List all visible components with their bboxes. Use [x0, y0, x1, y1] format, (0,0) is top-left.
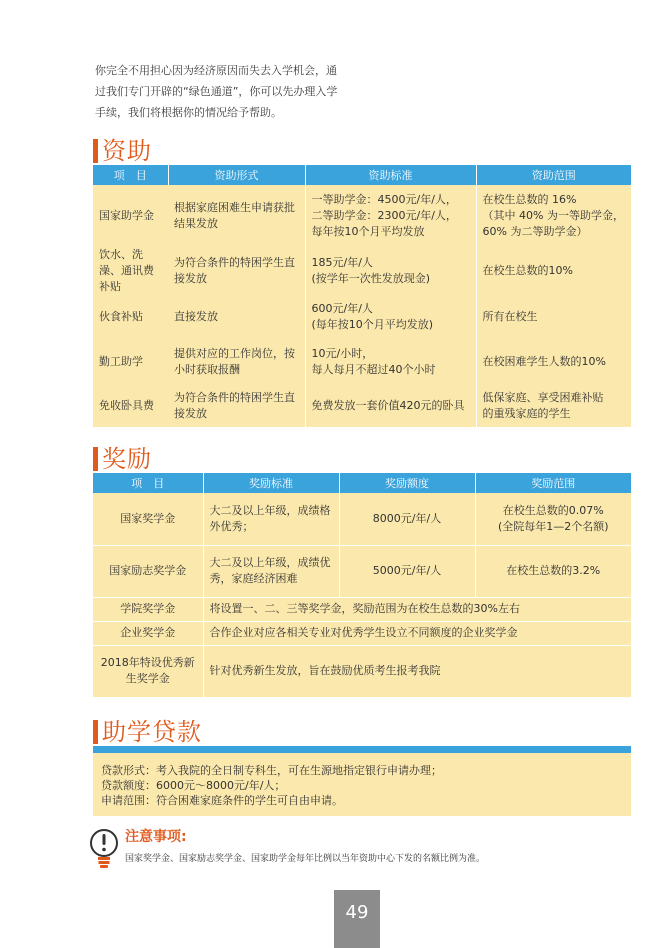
aid-scope-line: 在校困难学生人数的10% — [482, 355, 606, 368]
section-title-text: 助学贷款 — [102, 718, 202, 746]
table-row — [93, 493, 631, 545]
aid-standard — [305, 185, 476, 247]
section-title-aid — [93, 136, 152, 166]
award-amount: 8000元/年/人 — [339, 493, 475, 545]
table-row — [93, 645, 631, 697]
table-row — [93, 385, 631, 427]
intro-line: 过我们专门开辟的“绿色通道”，你可以先办理入学 — [95, 85, 338, 98]
lightbulb-icon — [88, 827, 120, 871]
aid-scope — [476, 247, 631, 295]
section-marker — [93, 720, 98, 744]
aid-standard-line: 185元/年/人 — [311, 256, 373, 269]
award-item: 2018年特设优秀新生奖学金 — [93, 645, 203, 697]
loan-line: 申请范围：符合困难家庭条件的学生可自由申请。 — [101, 794, 343, 807]
section-title-loan — [93, 717, 202, 747]
aid-item: 国家助学金 — [93, 185, 168, 247]
award-table — [93, 473, 631, 697]
table-row — [93, 247, 631, 295]
column-header: 奖励额度 — [339, 473, 475, 493]
award-item: 国家奖学金 — [93, 493, 203, 545]
column-header: 奖励范围 — [475, 473, 631, 493]
award-scope-line: 在校生总数的0.07% — [502, 503, 604, 517]
aid-form: 提供对应的工作岗位，按小时获取报酬 — [168, 339, 305, 385]
aid-standard — [305, 339, 476, 385]
award-scope — [475, 545, 631, 597]
aid-item: 饮水、洗澡、通讯费补贴 — [93, 247, 168, 295]
aid-scope-line: 在校生总数的10% — [482, 264, 573, 277]
aid-scope-line: 60% 为二等助学金） — [482, 225, 588, 238]
award-item: 国家励志奖学金 — [93, 545, 203, 597]
aid-form: 直接发放 — [168, 295, 305, 339]
award-scope — [475, 493, 631, 545]
section-title-award — [93, 444, 152, 474]
column-header: 资助范围 — [476, 165, 631, 185]
award-standard: 大二及以上年级，成绩格外优秀； — [203, 493, 339, 545]
section-marker — [93, 139, 98, 163]
aid-standard — [305, 247, 476, 295]
aid-standard — [305, 385, 476, 427]
column-header: 资助标准 — [305, 165, 476, 185]
table-row — [93, 597, 631, 621]
aid-table — [93, 165, 631, 427]
aid-scope-line: （其中 40% 为一等助学金， — [482, 209, 624, 222]
aid-standard-line: 免费发放一套价值420元的卧具 — [311, 399, 465, 412]
loan-line: 贷款形式：考入我院的全日制专科生，可在生源地指定银行申请办理； — [101, 764, 442, 777]
notice-title: 注意事项: — [125, 829, 187, 845]
aid-item: 勤工助学 — [93, 339, 168, 385]
aid-form: 为符合条件的特困学生直接发放 — [168, 385, 305, 427]
award-scope-line: 在校生总数的3.2% — [506, 564, 601, 577]
column-header: 项 目 — [93, 473, 203, 493]
award-amount: 5000元/年/人 — [339, 545, 475, 597]
table-header-row — [93, 165, 631, 185]
page-number: 49 — [334, 890, 380, 948]
intro-paragraph — [95, 60, 395, 123]
aid-form: 为符合条件的特困学生直接发放 — [168, 247, 305, 295]
aid-scope — [476, 185, 631, 247]
table-row — [93, 295, 631, 339]
aid-item: 免收卧具费 — [93, 385, 168, 427]
intro-line: 你完全不用担心因为经济原因而失去入学机会，通 — [95, 64, 337, 77]
award-description: 合作企业对应各相关专业对优秀学生设立不同额度的企业奖学金 — [203, 621, 631, 645]
aid-scope-line: 低保家庭、享受困难补贴 — [482, 391, 604, 404]
section-marker — [93, 447, 98, 471]
aid-item: 伙食补贴 — [93, 295, 168, 339]
award-standard: 大二及以上年级，成绩优秀，家庭经济困难 — [203, 545, 339, 597]
award-description: 针对优秀新生发放，旨在鼓励优质考生报考我院 — [203, 645, 631, 697]
aid-standard-line: (每年按10个月平均发放) — [311, 318, 434, 331]
loan-info-box — [93, 746, 631, 816]
aid-standard-line: 二等助学金：2300元/年/人， — [311, 209, 457, 222]
aid-scope-line: 的重残家庭的学生 — [482, 407, 571, 420]
table-row — [93, 339, 631, 385]
table-row — [93, 621, 631, 645]
aid-standard-line: (按学年一次性发放现金) — [311, 272, 431, 285]
award-item: 企业奖学金 — [93, 621, 203, 645]
column-header: 资助形式 — [168, 165, 305, 185]
table-row — [93, 185, 631, 247]
award-scope-line: (全院每年1—2个名额) — [497, 519, 609, 533]
aid-scope — [476, 385, 631, 427]
aid-scope-line: 所有在校生 — [482, 310, 538, 323]
aid-standard-line: 一等助学金：4500元/年/人， — [311, 193, 457, 206]
table-row — [93, 545, 631, 597]
aid-standard — [305, 295, 476, 339]
award-description: 将设置一、二、三等奖学金，奖励范围为在校生总数的30%左右 — [203, 597, 631, 621]
column-header: 项 目 — [93, 165, 168, 185]
notice-text: 国家奖学金、国家励志奖学金、国家助学金每年比例以当年资助中心下发的名额比例为准。 — [125, 854, 486, 864]
column-header: 奖励标准 — [203, 473, 339, 493]
aid-standard-line: 600元/年/人 — [311, 302, 373, 315]
award-item: 学院奖学金 — [93, 597, 203, 621]
table-header-row — [93, 473, 631, 493]
aid-standard-line: 10元/小时， — [311, 347, 374, 360]
aid-standard-line: 每年按10个月平均发放 — [311, 225, 425, 238]
section-title-text: 资助 — [102, 137, 152, 165]
aid-scope — [476, 295, 631, 339]
aid-standard-line: 每人每月不超过40个小时 — [311, 363, 436, 376]
aid-scope-line: 在校生总数的 16% — [482, 193, 577, 206]
loan-line: 贷款额度：6000元～8000元/年/人； — [101, 779, 286, 792]
aid-scope — [476, 339, 631, 385]
section-title-text: 奖励 — [102, 445, 152, 473]
aid-form: 根据家庭困难生申请获批结果发放 — [168, 185, 305, 247]
intro-line: 手续，我们将根据你的情况给予帮助。 — [95, 106, 282, 119]
